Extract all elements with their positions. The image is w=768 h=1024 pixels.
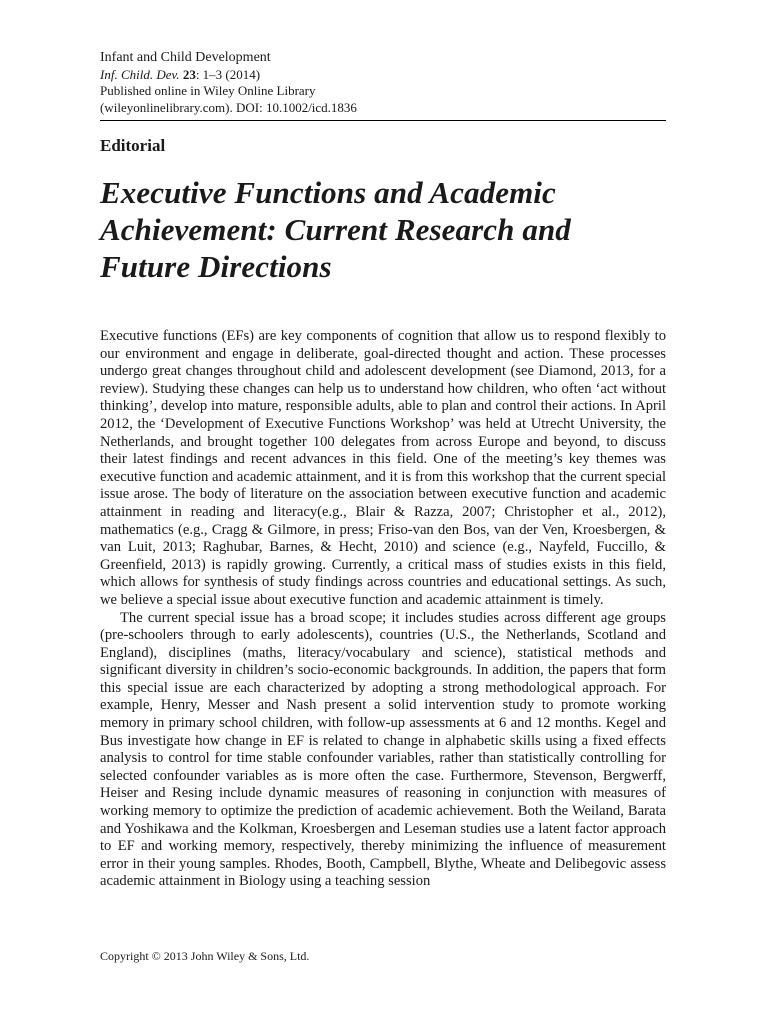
page-range: : 1–3 (2014) xyxy=(195,66,261,82)
header-rule xyxy=(100,120,666,121)
page xyxy=(100,50,666,891)
doi-line: (wileyonlinelibrary.com). DOI: 10.1002/icd.1836 xyxy=(100,99,357,115)
article-body xyxy=(100,328,666,891)
body-paragraph-2: The current special issue has a broad scope; it includes studies across different age groups (pre-schoolers through to early adolescents), countries (U.S., the Netherlands, Scotland and England), disciplines (maths, literacy/vocabulary and science), statistical methods and significant diversity in children’s socio-economic backgrounds. In addition, the papers that form this special issue are each characterized by adopting a strong methodological approach. For example, Henry, Messer and Nash present a solid intervention study to promote working memory in primary school children, with follow-up assessments at 6 and 12 months. Kegel and Bus investigate how change in EF is related to change in alphabetic skills using a fixed effects analysis to control for time stable confounder variables, rather than statistically controlling for selected confounder variables as is more often the case. Furthermore, Stevenson, Bergwerff, Heiser and Resing include dynamic measures of reasoning in conjunction with measures of working memory to optimize the prediction of academic achievement. Both the Weiland, Barata and Yoshikawa and the Kolkman, Kroesbergen and Leseman studies use a latent factor approach to EF and working memory, respectively, thereby minimizing the influence of measurement error in their young samples. Rhodes, Booth, Campbell, Blythe, Wheate and Delibegovic assess academic attainment in Biology using a teaching session xyxy=(100,609,666,890)
article-title: Executive Functions and Academic Achievement: Current Research and Future Directions xyxy=(100,175,571,284)
volume-number: 23 xyxy=(182,66,196,82)
copyright-footer: Copyright © 2013 John Wiley & Sons, Ltd. xyxy=(100,949,310,963)
citation-line xyxy=(100,67,666,84)
journal-abbrev: Inf. Child. Dev. xyxy=(100,66,180,82)
journal-header xyxy=(100,50,666,116)
published-line: Published online in Wiley Online Library xyxy=(100,83,316,98)
journal-name: Infant and Child Development xyxy=(100,50,271,65)
section-label: Editorial xyxy=(100,136,166,155)
body-paragraph-1: Executive functions (EFs) are key components of cognition that allow us to respond flexibly to our environment and engage in deliberate, goal-directed thought and action. These processes undergo great changes throughout child and adolescent development (see Diamond, 2013, for a review). Studying these changes can help us to understand how children, who often ‘act without thinking’, develop into mature, responsible adults, able to plan and control their actions. In April 2012, the ‘Development of Executive Functions Workshop’ was held at Utrecht University, the Netherlands, and brought together 100 delegates from across Europe and beyond, to discuss their latest findings and recent advances in this field. One of the meeting’s key themes was executive function and academic attainment, and it is from this workshop that the current special issue arose. The body of literature on the association between executive function and academic attainment in reading and literacy(e.g., Blair & Razza, 2007; Christopher et al., 2012), mathematics (e.g., Cragg & Gilmore, in press; Friso-van den Bos, van der Ven, Kroesbergen, & van Luit, 2013; Raghubar, Barnes, & Hecht, 2010) and science (e.g., Nayfeld, Fuccillo, & Greenfield, 2013) is rapidly growing. Currently, a critical mass of studies exists in this field, which allows for synthesis of study findings across countries and educational settings. As such, we believe a special issue about executive function and academic attainment is timely. xyxy=(100,328,666,608)
